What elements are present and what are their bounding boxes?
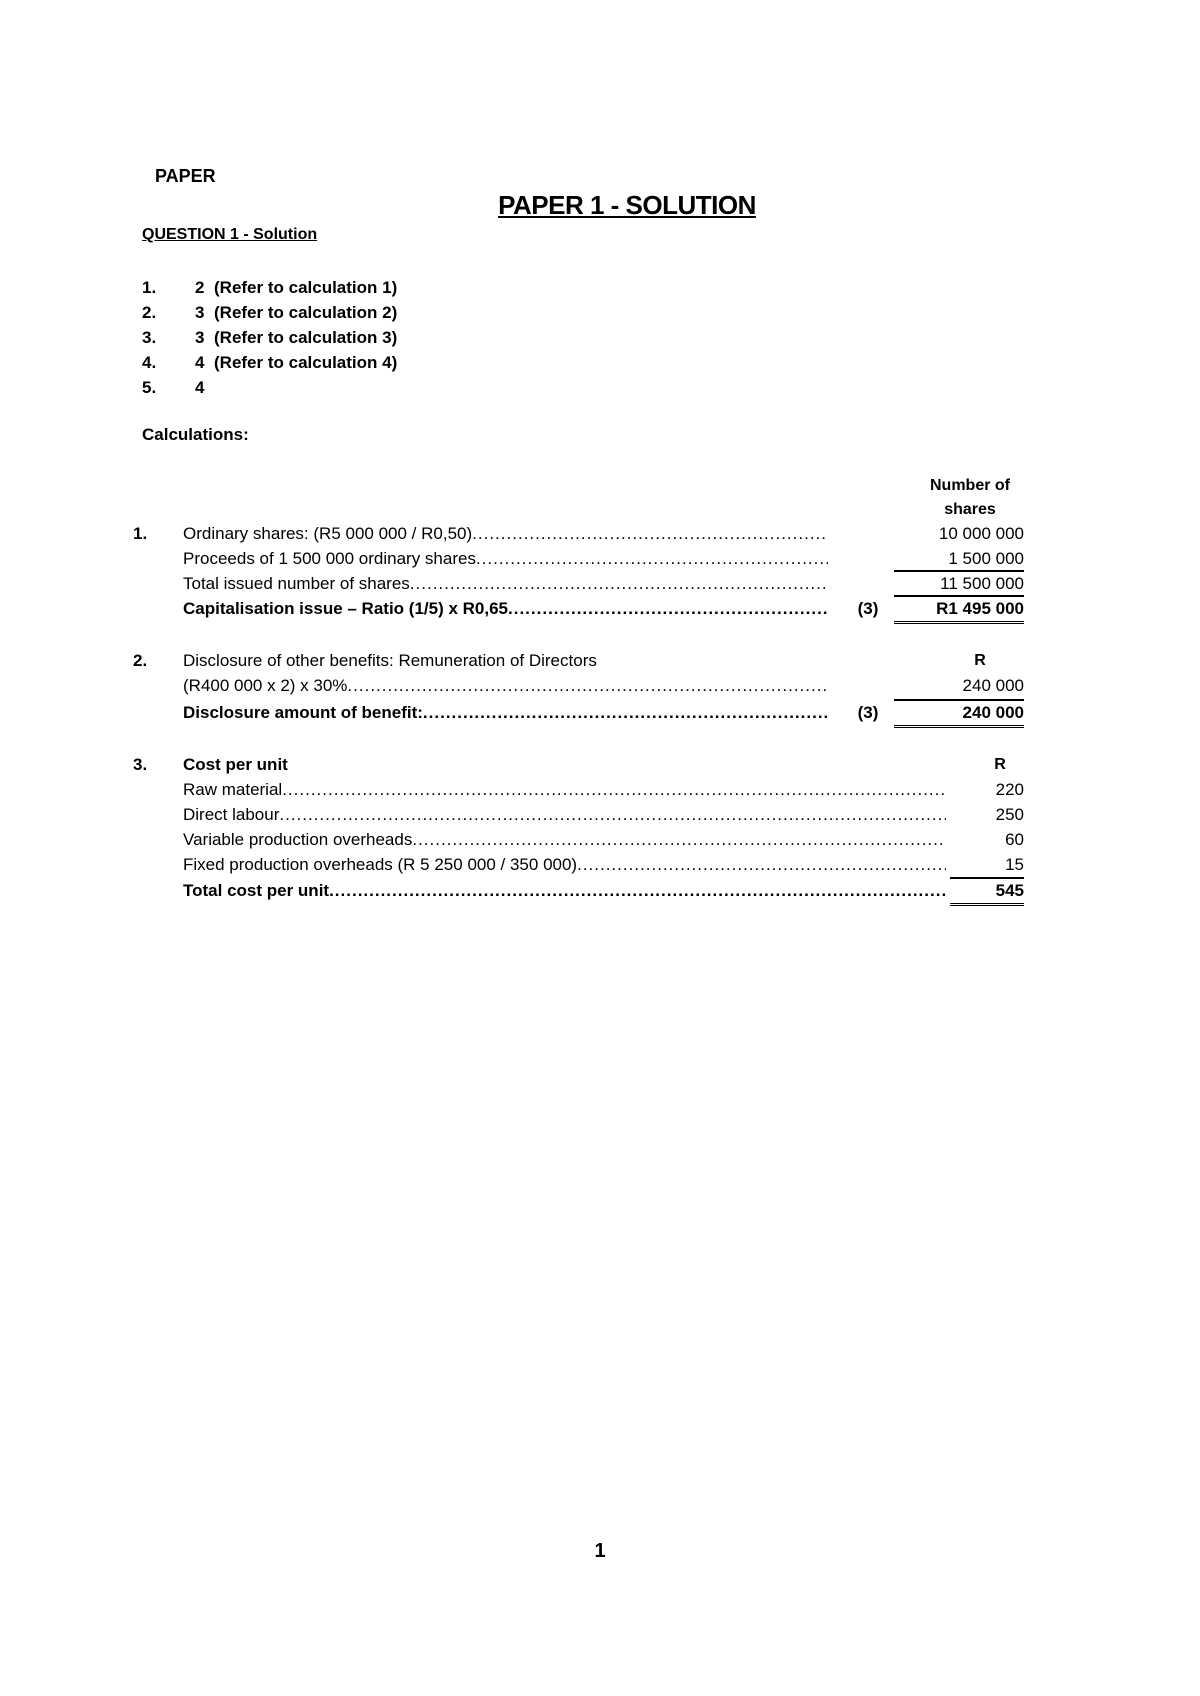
row-value: 250 bbox=[995, 805, 1024, 824]
calc-row-label bbox=[183, 547, 828, 571]
leader-dots bbox=[412, 828, 946, 852]
calc-number: 2. bbox=[133, 651, 148, 670]
answer-reference: (Refer to calculation 2) bbox=[214, 303, 398, 322]
row-value: 10 000 000 bbox=[938, 524, 1024, 543]
row-value: 220 bbox=[995, 780, 1024, 799]
row-label: Total cost per unit bbox=[183, 881, 330, 900]
row-value-total: 11 500 000 bbox=[894, 570, 1024, 596]
calc-row bbox=[0, 803, 1200, 827]
row-label: Total issued number of shares bbox=[183, 574, 410, 593]
calc-row-label bbox=[183, 522, 828, 546]
column-header-number-of: Number of bbox=[930, 477, 1010, 494]
calc-row bbox=[0, 853, 1200, 877]
calc-row-label bbox=[183, 828, 946, 852]
answer-number: 1. bbox=[142, 278, 157, 297]
leader-dots bbox=[508, 597, 828, 621]
calc-row-label bbox=[183, 674, 828, 698]
answer-reference: (Refer to calculation 1) bbox=[214, 278, 398, 297]
page-number: 1 bbox=[594, 1540, 606, 1562]
row-label: Ordinary shares: (R5 000 000 / R0,50) bbox=[183, 524, 473, 543]
answer-number: 2. bbox=[142, 303, 157, 322]
answer-number: 4. bbox=[142, 353, 157, 372]
calc-row bbox=[0, 778, 1200, 802]
answer-reference: (Refer to calculation 3) bbox=[214, 328, 398, 347]
row-label: (R400 000 x 2) x 30% bbox=[183, 676, 348, 695]
column-header-r: R bbox=[994, 756, 1006, 773]
answer-reference: (Refer to calculation 4) bbox=[214, 353, 398, 372]
calc-row-label bbox=[183, 778, 946, 802]
calc-row bbox=[0, 572, 1200, 596]
leader-dots bbox=[282, 778, 946, 802]
row-label: Variable production overheads bbox=[183, 830, 413, 849]
row-value-final: 240 000 bbox=[894, 699, 1024, 728]
row-value: 60 bbox=[1005, 830, 1024, 849]
leader-dots bbox=[423, 701, 828, 725]
calc-number: 1. bbox=[133, 524, 148, 543]
calculations-heading: Calculations: bbox=[142, 425, 249, 444]
column-header-shares: shares bbox=[944, 501, 996, 518]
page-title: PAPER 1 - SOLUTION bbox=[498, 190, 756, 220]
row-value: 1 500 000 bbox=[948, 549, 1024, 568]
calc-row-label bbox=[183, 803, 946, 827]
row-label: Proceeds of 1 500 000 ordinary shares bbox=[183, 549, 476, 568]
calc-row bbox=[0, 522, 1200, 546]
calc-row bbox=[0, 828, 1200, 852]
calc-row bbox=[0, 674, 1200, 698]
answer-value: 4 bbox=[195, 353, 205, 372]
calc-title: Cost per unit bbox=[183, 755, 288, 774]
leader-dots bbox=[410, 572, 828, 596]
row-label: Raw material bbox=[183, 780, 283, 799]
calc-row-label bbox=[183, 853, 946, 877]
answer-number: 3. bbox=[142, 328, 157, 347]
marks: (3) bbox=[857, 599, 879, 618]
leader-dots bbox=[279, 803, 946, 827]
calc-title: Disclosure of other benefits: Remuneration of Directors bbox=[183, 651, 597, 670]
calc-row-label bbox=[183, 879, 946, 903]
row-value-final: R1 495 000 bbox=[894, 595, 1024, 624]
leader-dots bbox=[347, 674, 828, 698]
answer-number: 5. bbox=[142, 378, 157, 397]
answer-value: 4 bbox=[195, 378, 205, 397]
answer-value: 2 bbox=[195, 278, 205, 297]
answer-value: 3 bbox=[195, 303, 205, 322]
calc-row-label bbox=[183, 701, 828, 725]
leader-dots bbox=[472, 522, 828, 546]
calc-number: 3. bbox=[133, 755, 148, 774]
calc-row bbox=[0, 547, 1200, 571]
answer-value: 3 bbox=[195, 328, 205, 347]
leader-dots bbox=[329, 879, 946, 903]
calc-row bbox=[0, 701, 1200, 725]
calc-row-label bbox=[183, 572, 828, 596]
calc-row bbox=[0, 597, 1200, 621]
marks: (3) bbox=[857, 703, 879, 722]
calc-row-label bbox=[183, 597, 828, 621]
calc-title-row bbox=[0, 753, 1200, 777]
row-label: Disclosure amount of benefit: bbox=[183, 703, 423, 722]
row-label: Capitalisation issue – Ratio (1/5) x R0,65 bbox=[183, 599, 509, 618]
leader-dots bbox=[577, 853, 946, 877]
row-label: Direct labour bbox=[183, 805, 280, 824]
paper-label: PAPER bbox=[155, 166, 216, 186]
row-value: 240 000 bbox=[962, 676, 1024, 695]
question-title: QUESTION 1 - Solution bbox=[142, 226, 318, 243]
column-header-r: R bbox=[974, 652, 986, 669]
calc-row bbox=[0, 879, 1200, 903]
row-value-final: 545 bbox=[950, 877, 1024, 906]
row-value: 15 bbox=[1005, 855, 1024, 874]
row-label: Fixed production overheads (R 5 250 000 / 350 000) bbox=[183, 855, 578, 874]
calc-title-row bbox=[0, 649, 1200, 673]
leader-dots bbox=[476, 547, 828, 571]
